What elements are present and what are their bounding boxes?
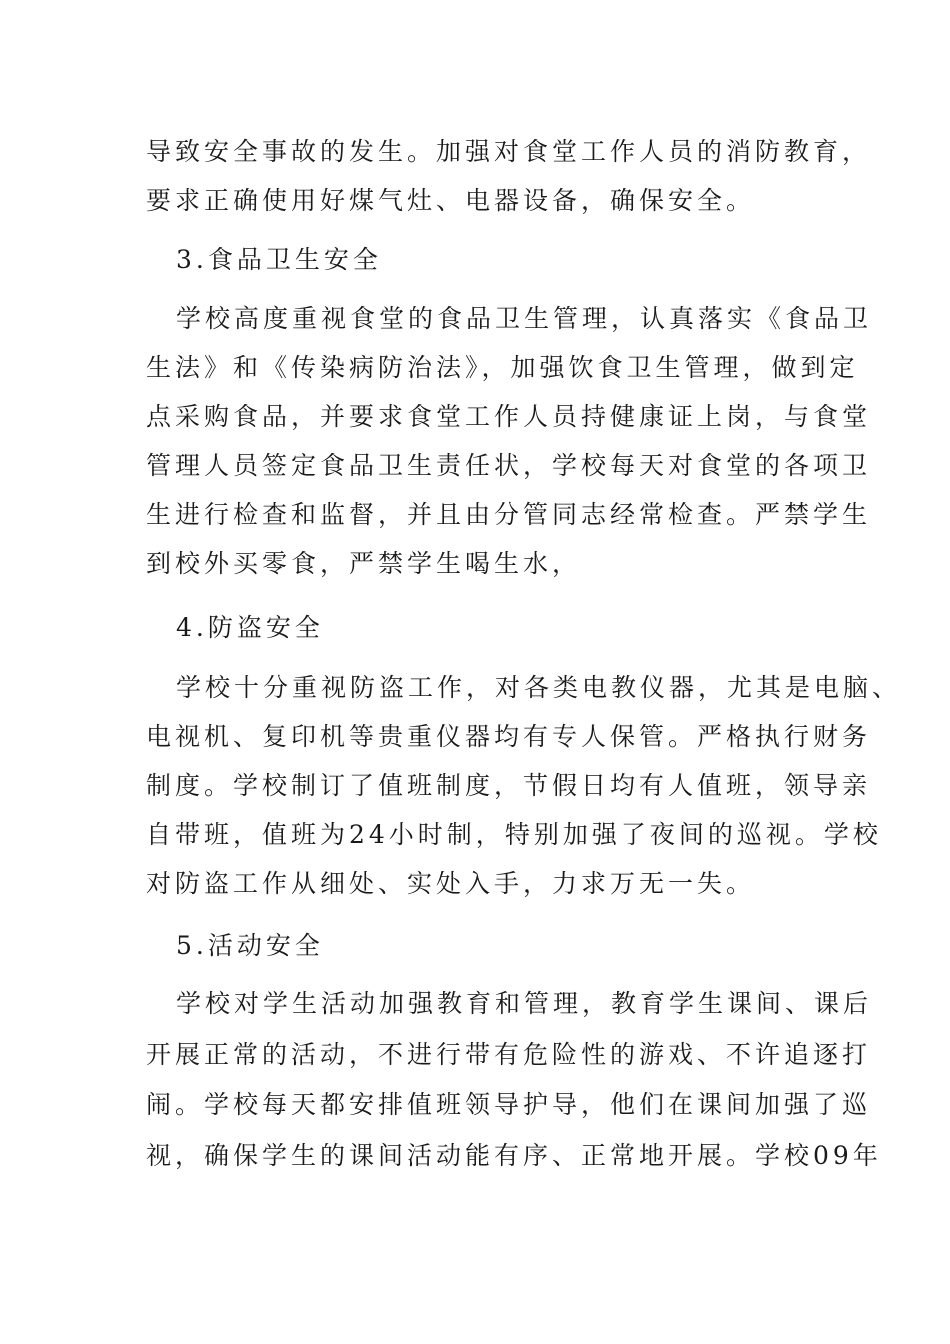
text-line: 自带班，值班为24小时制，特别加强了夜间的巡视。学校: [146, 820, 882, 849]
text-line: 要求正确使用好煤气灶、电器设备，确保安全。: [146, 186, 756, 215]
text-line: 视，确保学生的课间活动能有序、正常地开展。学校09年: [146, 1141, 882, 1170]
text-line: 到校外买零食，严禁学生喝生水，: [146, 549, 582, 578]
text-line: 开展正常的活动，不进行带有危险性的游戏、不许追逐打: [146, 1040, 872, 1069]
text-line: 闹。学校每天都安排值班领导护导，他们在课间加强了巡: [146, 1090, 872, 1119]
text-line: 电视机、复印机等贵重仪器均有专人保管。严格执行财务: [146, 722, 872, 751]
paragraph-first-line: 学校对学生活动加强教育和管理，教育学生课间、课后: [176, 989, 873, 1018]
paragraph-first-line: 学校十分重视防盗工作，对各类电教仪器，尤其是电脑、: [176, 673, 902, 702]
section-heading-activity-safety: 5.活动安全: [176, 931, 324, 960]
text-line: 制度。学校制订了值班制度，节假日均有人值班，领导亲: [146, 771, 872, 800]
text-line: 生法》和《传染病防治法》，加强饮食卫生管理，做到定: [146, 353, 859, 382]
paragraph-first-line: 学校高度重视食堂的食品卫生管理，认真落实《食品卫: [176, 304, 873, 333]
section-heading-anti-theft: 4.防盗安全: [176, 613, 324, 642]
text-line: 点采购食品，并要求食堂工作人员持健康证上岗，与食堂: [146, 402, 872, 431]
text-line: 生进行检查和监督，并且由分管同志经常检查。严禁学生: [146, 500, 872, 529]
section-heading-food-safety: 3.食品卫生安全: [176, 245, 382, 274]
text-line: 对防盗工作从细处、实处入手，力求万无一失。: [146, 869, 756, 898]
text-line: 管理人员签定食品卫生责任状，学校每天对食堂的各项卫: [146, 451, 872, 480]
text-line: 导致安全事故的发生。加强对食堂工作人员的消防教育，: [146, 137, 872, 166]
